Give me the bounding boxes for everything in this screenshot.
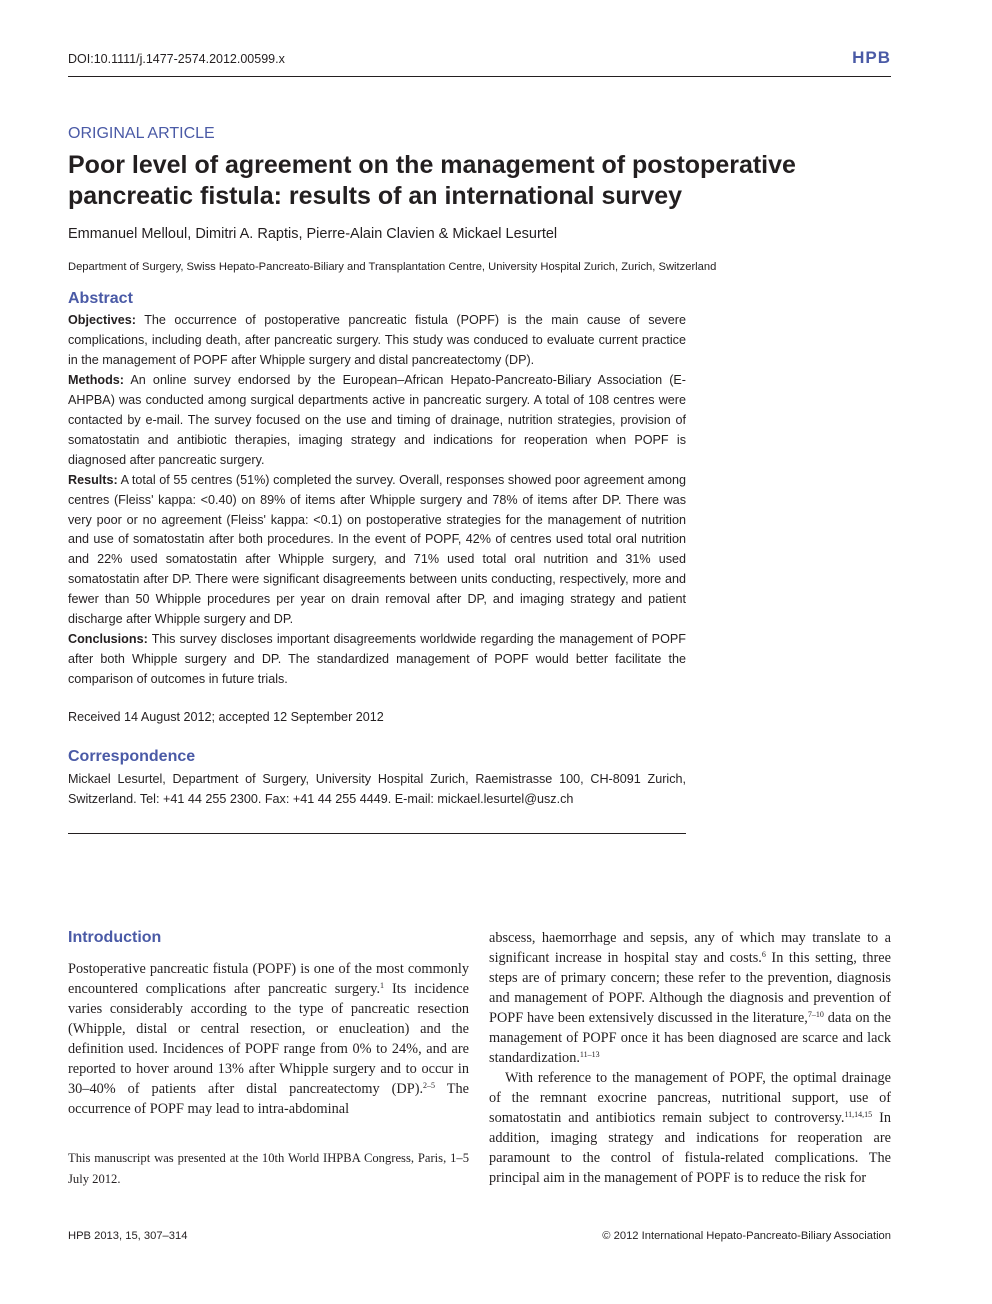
abstract-conclusions — [68, 630, 686, 690]
methods-label: Methods: — [68, 372, 124, 387]
abstract-results — [68, 471, 686, 631]
intro-text: In addition, imaging strategy and indications for reoperation are paramount to the control of fistula-related complications. The principal aim in the management of POPF is to reduce the risk for — [489, 1110, 892, 1186]
introduction-left-column — [68, 959, 469, 1119]
introduction-right-column — [489, 928, 891, 1188]
intro-text: Postoperative pancreatic fistula (POPF) is one of the most commonly encountered complications after pancreatic surgery. — [68, 961, 469, 997]
affiliation: Department of Surgery, Swiss Hepato-Pancreato-Biliary and Transplantation Centre, University Hospital Zurich, Zurich, Switzerland — [68, 261, 717, 273]
intro-text: In this setting, three steps are of primary concern; these refer to the prevention, diagnosis and management of POPF. Although the diagnosis and prevention of POPF have been extensively discussed in the literature, — [489, 950, 891, 1026]
intro-paragraph — [489, 928, 891, 1068]
presentation-footnote: This manuscript was presented at the 10th World IHPBA Congress, Paris, 1–5 July 2012. — [68, 1151, 469, 1186]
intro-paragraph — [489, 1068, 891, 1188]
citation-ref: 11–13 — [579, 1050, 600, 1059]
intro-text: Its incidence varies considerably according to the type of pancreatic resection (Whipple, distal or central resection, or enucleation) and the definition used. Incidences of POPF range from 0% to 24%, and are reported to hover around 13% after Whipple surgery and to occur in 30–40% of patients after distal pancreatectomy (DP). — [68, 981, 469, 1097]
abstract-body — [68, 311, 686, 690]
footer-copyright: © 2012 International Hepato-Pancreato-Biliary Association — [602, 1230, 891, 1242]
correspondence-text: Mickael Lesurtel, Department of Surgery, University Hospital Zurich, Raemistrasse 100, CH-8091 Zurich, Switzerland. Tel: +41 44 255 2300. Fax: +41 44 255 4449. E-mail: mickael.lesurtel@usz.ch — [68, 772, 686, 806]
footer-citation: HPB 2013, 15, 307–314 — [68, 1230, 188, 1242]
correspondence-divider — [68, 833, 686, 834]
objectives-label: Objectives: — [68, 313, 136, 327]
intro-text: With reference to the management of POPF, the optimal drainage of the remnant exocrine pancreas, nutritional support, use of somatostatin and antibiotics remain subject to controversy. — [489, 1070, 891, 1126]
journal-logo: HPB — [852, 48, 891, 67]
introduction-heading: Introduction — [68, 929, 162, 946]
objectives-text: The occurrence of postoperative pancreatic fistula (POPF) is the main cause of severe complications, including death, after pancreatic surgery. This study was conduced to evaluate current practice in the management of POPF after Whipple surgery and distal pancreatectomy (DP). — [68, 313, 686, 367]
article-title: Poor level of agreement on the management of postoperative pancreatic fistula: results of an international survey — [68, 151, 796, 210]
abstract-objectives — [68, 311, 686, 371]
methods-text: An online survey endorsed by the European–African Hepato-Pancreato-Biliary Association (E-AHPBA) was conducted among surgical departments active in pancreatic surgery. A total of 108 centres were contacted by e-mail. The survey focused on the use and timing of drainage, nutrition strategies, provision of somatostatin and antibiotic therapies, imaging strategy and indications for reoperation when POPF is diagnosed after pancreatic surgery. — [68, 372, 686, 467]
results-label: Results: — [68, 472, 118, 487]
header-divider — [68, 76, 891, 77]
intro-text: data on the management of POPF once it has been diagnosed are scarce and lack standardization. — [489, 1010, 891, 1066]
received-accepted-dates: Received 14 August 2012; accepted 12 September 2012 — [68, 710, 384, 724]
authors: Emmanuel Melloul, Dimitri A. Raptis, Pierre-Alain Clavien & Mickael Lesurtel — [68, 226, 558, 242]
intro-paragraph — [68, 959, 469, 1119]
conclusions-text: This survey discloses important disagreements worldwide regarding the management of POPF after both Whipple surgery and DP. The standardized management of POPF would better facilitate the comparison of outcomes in future trials. — [68, 632, 686, 687]
intro-text: abscess, haemorrhage and sepsis, any of which may translate to a significant increase in hospital stay and costs. — [489, 930, 891, 966]
abstract-methods — [68, 371, 686, 471]
citation-ref: 6 — [761, 950, 766, 959]
conclusions-label: Conclusions: — [68, 632, 148, 647]
correspondence-heading: Correspondence — [68, 748, 196, 765]
doi-text: DOI:10.1111/j.1477-2574.2012.00599.x — [68, 52, 285, 66]
results-text: A total of 55 centres (51%) completed the survey. Overall, responses showed poor agreement among centres (Fleiss' kappa: <0.40) on 89% of items after Whipple surgery and 78% of items after DP. There was very poor or no agreement (Fleiss' kappa: <0.1) on postoperative strategies for the management of nutrition and use of somatostatin after both procedures. In the event of POPF, 42% of centres used total oral nutrition and 22% used somatostatin after Whipple surgery, and 71% used total oral nutrition and 31% used somatostatin after DP. There were significant disagreements between units conducting, respectively, more and fewer than 50 Whipple procedures per year on drain removal after DP, and imaging strategy and patient discharge after Whipple surgery and DP. — [68, 472, 686, 627]
citation-ref: 2–5 — [423, 1081, 436, 1090]
citation-ref: 1 — [380, 981, 385, 990]
intro-text: The occurrence of POPF may lead to intra-abdominal — [68, 1081, 469, 1117]
article-type-label: ORIGINAL ARTICLE — [68, 125, 215, 142]
abstract-heading: Abstract — [68, 290, 133, 307]
citation-ref: 7–10 — [807, 1010, 824, 1019]
citation-ref: 11,14,15 — [844, 1110, 873, 1119]
